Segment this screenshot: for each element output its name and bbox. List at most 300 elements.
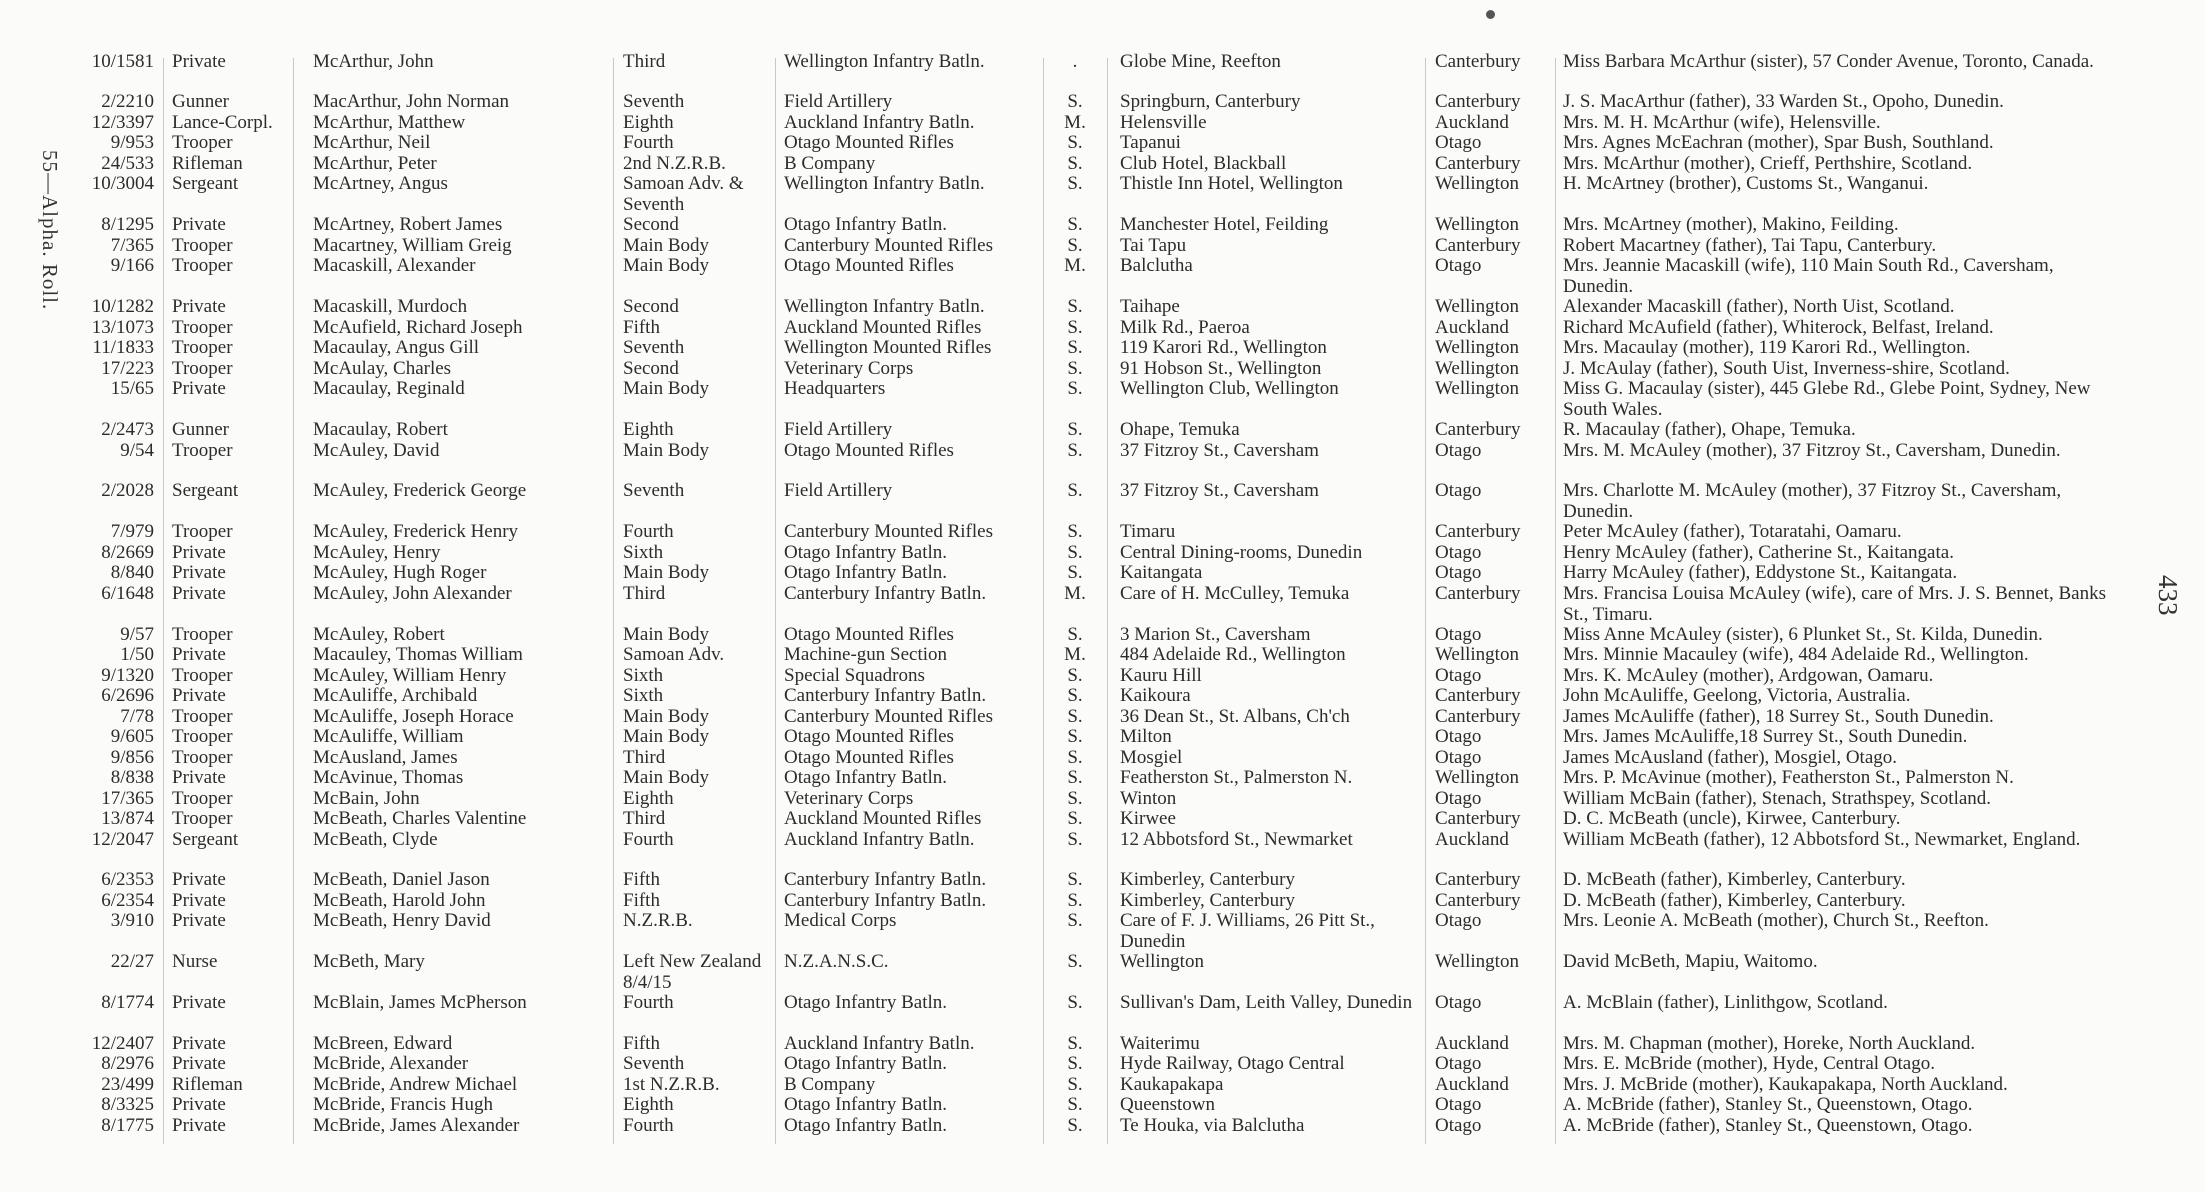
cell-regimental-number: 13/874 [101, 808, 154, 829]
cell-name: McBreen, Edward [313, 1034, 453, 1054]
cell-name: McAuley, John Alexander [313, 584, 512, 604]
cell-name: McBride, Alexander [313, 1054, 469, 1074]
cell-name: McAuliffe, William [313, 727, 464, 747]
cell-rank: Trooper [172, 727, 233, 747]
cell-next-of-kin: D. C. McBeath (uncle), Kirwee, Canterbury. [1563, 808, 1901, 829]
cell-rank: Private [172, 1054, 226, 1074]
cell-last-address: Milton [1120, 726, 1172, 747]
cell-rank: Private [172, 379, 226, 399]
cell-corps: Otago Infantry Batln. [784, 215, 948, 235]
cell-unit: Fourth [623, 132, 674, 153]
cell-district: Otago [1435, 748, 1482, 768]
cell-corps: Special Squadrons [784, 666, 925, 686]
cell-name: Macaulay, Robert [313, 420, 448, 440]
cell-unit: Third [623, 583, 666, 604]
cell-next-of-kin: Mrs. Macaulay (mother), 119 Karori Rd., Wellington. [1563, 337, 1971, 358]
cell-last-address: Globe Mine, Reefton [1120, 51, 1281, 72]
cell-name: McArthur, Neil [313, 133, 431, 153]
cell-next-of-kin: Mrs. Minnie Macauley (wife), 484 Adelaide Rd., Wellington. [1563, 644, 2029, 665]
cell-regimental-number: 13/1073 [91, 317, 154, 338]
cell-rank: Gunner [172, 92, 229, 112]
cell-last-address: Kaitangata [1120, 562, 1203, 583]
cell-corps: Headquarters [784, 379, 886, 399]
cell-regimental-number: 8/1775 [101, 1115, 154, 1136]
cell-rank: Trooper [172, 318, 233, 338]
cell-corps: Otago Infantry Batln. [784, 1054, 948, 1074]
cell-marital-status: S. [1067, 542, 1083, 563]
cell-unit: Third [623, 747, 666, 768]
cell-last-address: Waiterimu [1120, 1033, 1200, 1054]
cell-last-address: Queenstown [1120, 1094, 1215, 1115]
cell-rank: Private [172, 543, 226, 563]
cell-rank: Private [172, 768, 226, 788]
cell-district: Canterbury [1435, 809, 1521, 829]
cell-corps: Otago Mounted Rifles [784, 441, 954, 461]
cell-district: Canterbury [1435, 522, 1521, 542]
cell-last-address: Kauru Hill [1120, 665, 1202, 686]
cell-district: Canterbury [1435, 420, 1521, 440]
cell-district: Canterbury [1435, 52, 1521, 72]
cell-district: Auckland [1435, 830, 1509, 850]
cell-corps: Otago Infantry Batln. [784, 993, 948, 1013]
cell-rank: Private [172, 870, 226, 890]
cell-next-of-kin: James McAusland (father), Mosgiel, Otago. [1563, 747, 1898, 768]
cell-regimental-number: 22/27 [110, 951, 154, 972]
cell-rank: Trooper [172, 441, 233, 461]
cell-marital-status: S. [1067, 767, 1083, 788]
cell-corps: N.Z.A.N.S.C. [784, 952, 889, 972]
cell-rank: Private [172, 645, 226, 665]
cell-marital-status: S. [1067, 1033, 1083, 1054]
cell-next-of-kin: Mrs. Francisa Louisa McAuley (wife), care of Mrs. J. S. Bennet, Banks St., Timaru. [1563, 583, 2106, 625]
cell-next-of-kin: Henry McAuley (father), Catherine St., Kaitangata. [1563, 542, 1954, 563]
cell-regimental-number: 7/365 [110, 235, 154, 256]
cell-name: McBride, Francis Hugh [313, 1095, 493, 1115]
cell-district: Otago [1435, 727, 1482, 747]
cell-marital-status: M. [1064, 112, 1086, 133]
cell-rank: Rifleman [172, 154, 243, 174]
cell-regimental-number: 17/223 [101, 358, 154, 379]
cell-last-address: Te Houka, via Balclutha [1120, 1115, 1305, 1136]
cell-corps: B Company [784, 154, 876, 174]
cell-regimental-number: 2/2210 [101, 91, 154, 112]
cell-marital-status: S. [1067, 440, 1083, 461]
cell-rank: Private [172, 584, 226, 604]
cell-rank: Trooper [172, 748, 233, 768]
ink-dot [1486, 10, 1495, 19]
cell-corps: Wellington Infantry Batln. [784, 52, 985, 72]
cell-rank: Private [172, 891, 226, 911]
cell-district: Wellington [1435, 174, 1519, 194]
cell-unit: Fifth [623, 1033, 660, 1054]
cell-name: McBride, Andrew Michael [313, 1075, 518, 1095]
cell-district: Canterbury [1435, 92, 1521, 112]
cell-marital-status: S. [1067, 235, 1083, 256]
cell-name: McAuley, Hugh Roger [313, 563, 487, 583]
cell-last-address: Milk Rd., Paeroa [1120, 317, 1250, 338]
cell-name: McBain, John [313, 789, 420, 809]
column-divider [1555, 58, 1556, 1144]
cell-name: McBeath, Henry David [313, 911, 491, 931]
cell-corps: Otago Mounted Rifles [784, 133, 954, 153]
cell-next-of-kin: H. McArtney (brother), Customs St., Wanganui. [1563, 173, 1929, 194]
cell-last-address: Central Dining-rooms, Dunedin [1120, 542, 1363, 563]
cell-regimental-number: 12/3397 [91, 112, 154, 133]
cell-unit: Sixth [623, 542, 664, 563]
cell-unit: Fifth [623, 317, 660, 338]
cell-marital-status: S. [1067, 910, 1083, 931]
cell-district: Otago [1435, 481, 1482, 501]
cell-rank: Private [172, 1095, 226, 1115]
cell-corps: Auckland Infantry Batln. [784, 113, 975, 133]
cell-last-address: Sullivan's Dam, Leith Valley, Dunedin [1120, 992, 1413, 1013]
cell-rank: Sergeant [172, 481, 239, 501]
cell-unit: Main Body [623, 624, 710, 645]
cell-name: McArtney, Robert James [313, 215, 503, 235]
cell-corps: Canterbury Mounted Rifles [784, 707, 993, 727]
cell-name: McBeath, Clyde [313, 830, 438, 850]
cell-last-address: Care of H. McCulley, Temuka [1120, 583, 1350, 604]
cell-marital-status: S. [1067, 91, 1083, 112]
cell-last-address: 3 Marion St., Caversham [1120, 624, 1311, 645]
cell-rank: Trooper [172, 133, 233, 153]
cell-next-of-kin: Mrs. Leonie A. McBeath (mother), Church St., Reefton. [1563, 910, 1989, 931]
cell-name: McAufield, Richard Joseph [313, 318, 523, 338]
cell-last-address: Manchester Hotel, Feilding [1120, 214, 1329, 235]
cell-unit: Sixth [623, 685, 664, 706]
cell-unit: Main Body [623, 767, 710, 788]
cell-unit: Samoan Adv. [623, 644, 725, 665]
cell-rank: Trooper [172, 707, 233, 727]
cell-corps: Field Artillery [784, 92, 893, 112]
cell-name: McArthur, John [313, 52, 434, 72]
cell-marital-status: S. [1067, 706, 1083, 727]
cell-regimental-number: 17/365 [101, 788, 154, 809]
cell-rank: Trooper [172, 789, 233, 809]
cell-district: Wellington [1435, 952, 1519, 972]
cell-unit: Main Body [623, 562, 710, 583]
cell-marital-status: S. [1067, 992, 1083, 1013]
cell-name: Macaskill, Murdoch [313, 297, 468, 317]
cell-last-address: Wellington [1120, 951, 1204, 972]
column-divider [1043, 58, 1044, 1144]
side-label: 55—Alpha. Roll. [38, 150, 62, 311]
cell-name: McAuley, Robert [313, 625, 445, 645]
cell-corps: Wellington Infantry Batln. [784, 297, 985, 317]
cell-last-address: Springburn, Canterbury [1120, 91, 1301, 112]
cell-regimental-number: 3/910 [110, 910, 154, 931]
cell-corps: Field Artillery [784, 420, 893, 440]
cell-district: Auckland [1435, 113, 1509, 133]
cell-rank: Private [172, 1116, 226, 1136]
cell-next-of-kin: William McBeath (father), 12 Abbotsford St., Newmarket, England. [1563, 829, 2081, 850]
cell-corps: Otago Mounted Rifles [784, 625, 954, 645]
cell-rank: Private [172, 563, 226, 583]
cell-unit: Fourth [623, 829, 674, 850]
cell-last-address: Thistle Inn Hotel, Wellington [1120, 173, 1343, 194]
cell-name: McAusland, James [313, 748, 458, 768]
cell-district: Otago [1435, 789, 1482, 809]
cell-marital-status: S. [1067, 726, 1083, 747]
cell-district: Otago [1435, 543, 1482, 563]
cell-regimental-number: 11/1833 [92, 337, 154, 358]
cell-next-of-kin: D. McBeath (father), Kimberley, Canterbury. [1563, 890, 1906, 911]
cell-district: Otago [1435, 133, 1482, 153]
cell-corps: Canterbury Mounted Rifles [784, 522, 993, 542]
cell-next-of-kin: Mrs. E. McBride (mother), Hyde, Central Otago. [1563, 1053, 1935, 1074]
cell-marital-status: S. [1067, 829, 1083, 850]
cell-last-address: 37 Fitzroy St., Caversham [1120, 480, 1319, 501]
cell-marital-status: M. [1064, 644, 1086, 665]
cell-last-address: 484 Adelaide Rd., Wellington [1120, 644, 1346, 665]
cell-rank: Private [172, 1034, 226, 1054]
cell-marital-status: S. [1067, 132, 1083, 153]
cell-regimental-number: 2/2473 [101, 419, 154, 440]
cell-regimental-number: 6/2354 [101, 890, 154, 911]
cell-last-address: 91 Hobson St., Wellington [1120, 358, 1322, 379]
cell-rank: Trooper [172, 359, 233, 379]
cell-regimental-number: 12/2047 [91, 829, 154, 850]
cell-next-of-kin: Mrs. M. H. McArthur (wife), Helensville. [1563, 112, 1881, 133]
cell-last-address: Kimberley, Canterbury [1120, 869, 1295, 890]
cell-unit: Main Body [623, 726, 710, 747]
cell-district: Wellington [1435, 359, 1519, 379]
cell-unit: Seventh [623, 337, 685, 358]
cell-marital-status: S. [1067, 562, 1083, 583]
cell-rank: Gunner [172, 420, 229, 440]
cell-regimental-number: 9/605 [110, 726, 154, 747]
cell-last-address: Kaikoura [1120, 685, 1191, 706]
cell-last-address: Taihape [1120, 296, 1180, 317]
cell-name: Macauley, Thomas William [313, 645, 523, 665]
cell-rank: Trooper [172, 522, 233, 542]
cell-marital-status: S. [1067, 521, 1083, 542]
cell-marital-status: S. [1067, 296, 1083, 317]
cell-regimental-number: 8/840 [110, 562, 154, 583]
cell-district: Otago [1435, 993, 1482, 1013]
cell-regimental-number: 10/1581 [91, 51, 154, 72]
cell-name: McAuliffe, Archibald [313, 686, 478, 706]
cell-next-of-kin: J. McAulay (father), South Uist, Inverness-shire, Scotland. [1563, 358, 2010, 379]
cell-unit: Samoan Adv. & Seventh [623, 173, 744, 215]
cell-corps: Otago Mounted Rifles [784, 256, 954, 276]
cell-regimental-number: 8/1295 [101, 214, 154, 235]
cell-regimental-number: 9/57 [120, 624, 154, 645]
cell-rank: Lance-Corpl. [172, 113, 273, 133]
cell-regimental-number: 10/3004 [91, 173, 154, 194]
cell-district: Otago [1435, 256, 1482, 276]
cell-name: McBeth, Mary [313, 952, 425, 972]
cell-regimental-number: 8/838 [110, 767, 154, 788]
cell-last-address: Club Hotel, Blackball [1120, 153, 1287, 174]
cell-name: MacArthur, John Norman [313, 92, 510, 112]
cell-unit: Eighth [623, 788, 674, 809]
cell-corps: Auckland Infantry Batln. [784, 830, 975, 850]
cell-district: Canterbury [1435, 686, 1521, 706]
cell-marital-status: S. [1067, 685, 1083, 706]
cell-corps: Canterbury Infantry Batln. [784, 686, 987, 706]
cell-next-of-kin: Robert Macartney (father), Tai Tapu, Canterbury. [1563, 235, 1937, 256]
cell-unit: Second [623, 358, 679, 379]
cell-district: Otago [1435, 1116, 1482, 1136]
cell-regimental-number: 23/499 [101, 1074, 154, 1095]
cell-last-address: Wellington Club, Wellington [1120, 378, 1339, 399]
cell-marital-status: S. [1067, 173, 1083, 194]
cell-regimental-number: 9/54 [120, 440, 154, 461]
cell-name: Macartney, William Greig [313, 236, 512, 256]
cell-last-address: 36 Dean St., St. Albans, Ch'ch [1120, 706, 1350, 727]
cell-district: Otago [1435, 625, 1482, 645]
cell-name: McAuley, William Henry [313, 666, 507, 686]
cell-name: McArthur, Matthew [313, 113, 466, 133]
cell-next-of-kin: Richard McAufield (father), Whiterock, Belfast, Ireland. [1563, 317, 1994, 338]
cell-unit: Seventh [623, 91, 685, 112]
cell-corps: Canterbury Infantry Batln. [784, 584, 987, 604]
cell-unit: Main Body [623, 378, 710, 399]
cell-district: Wellington [1435, 215, 1519, 235]
cell-rank: Nurse [172, 952, 218, 972]
cell-marital-status: S. [1067, 1074, 1083, 1095]
cell-district: Canterbury [1435, 154, 1521, 174]
cell-next-of-kin: Mrs. McArthur (mother), Crieff, Perthshire, Scotland. [1563, 153, 1973, 174]
cell-regimental-number: 8/1774 [101, 992, 154, 1013]
page-number: 433 [2153, 575, 2183, 616]
cell-name: McAuley, Frederick Henry [313, 522, 519, 542]
cell-rank: Sergeant [172, 830, 239, 850]
cell-regimental-number: 12/2407 [91, 1033, 154, 1054]
cell-district: Otago [1435, 563, 1482, 583]
cell-last-address: Kimberley, Canterbury [1120, 890, 1295, 911]
cell-corps: Auckland Mounted Rifles [784, 318, 982, 338]
cell-next-of-kin: D. McBeath (father), Kimberley, Canterbury. [1563, 869, 1906, 890]
cell-marital-status: S. [1067, 1053, 1083, 1074]
cell-regimental-number: 7/979 [110, 521, 154, 542]
cell-corps: Canterbury Infantry Batln. [784, 870, 987, 890]
cell-unit: Fourth [623, 992, 674, 1013]
cell-name: McArtney, Angus [313, 174, 448, 194]
cell-regimental-number: 1/50 [120, 644, 154, 665]
cell-district: Canterbury [1435, 584, 1521, 604]
cell-district: Canterbury [1435, 707, 1521, 727]
column-divider [775, 58, 776, 1144]
cell-rank: Trooper [172, 809, 233, 829]
cell-unit: Fourth [623, 521, 674, 542]
cell-next-of-kin: Miss G. Macaulay (sister), 445 Glebe Rd., Glebe Point, Sydney, New South Wales. [1563, 378, 2091, 420]
cell-next-of-kin: Mrs. M. McAuley (mother), 37 Fitzroy St., Caversham, Dunedin. [1563, 440, 2061, 461]
cell-last-address: Mosgiel [1120, 747, 1183, 768]
cell-corps: Otago Infantry Batln. [784, 1095, 948, 1115]
cell-corps: Veterinary Corps [784, 359, 914, 379]
cell-rank: Trooper [172, 236, 233, 256]
cell-unit: Seventh [623, 1053, 685, 1074]
cell-regimental-number: 9/953 [110, 132, 154, 153]
cell-next-of-kin: Mrs. Jeannie Macaskill (wife), 110 Main South Rd., Caversham, Dunedin. [1563, 255, 2054, 297]
cell-marital-status: S. [1067, 153, 1083, 174]
cell-corps: B Company [784, 1075, 876, 1095]
cell-regimental-number: 8/2976 [101, 1053, 154, 1074]
cell-unit: Fourth [623, 1115, 674, 1136]
cell-district: Otago [1435, 1054, 1482, 1074]
cell-last-address: Balclutha [1120, 255, 1193, 276]
cell-next-of-kin: John McAuliffe, Geelong, Victoria, Australia. [1563, 685, 1911, 706]
cell-last-address: Hyde Railway, Otago Central [1120, 1053, 1345, 1074]
cell-marital-status: M. [1064, 255, 1086, 276]
cell-marital-status: S. [1067, 358, 1083, 379]
cell-regimental-number: 10/1282 [91, 296, 154, 317]
column-divider [1425, 58, 1426, 1144]
cell-name: Macaulay, Reginald [313, 379, 465, 399]
cell-rank: Sergeant [172, 174, 239, 194]
cell-rank: Private [172, 993, 226, 1013]
cell-unit: Eighth [623, 1094, 674, 1115]
cell-corps: Otago Infantry Batln. [784, 768, 948, 788]
cell-unit: Main Body [623, 255, 710, 276]
cell-next-of-kin: Mrs. P. McAvinue (mother), Featherston St., Palmerston N. [1563, 767, 2014, 788]
cell-name: McAuley, David [313, 441, 440, 461]
cell-next-of-kin: A. McBlain (father), Linlithgow, Scotland. [1563, 992, 1888, 1013]
cell-marital-status: S. [1067, 419, 1083, 440]
cell-corps: Auckland Infantry Batln. [784, 1034, 975, 1054]
cell-name: McBeath, Harold John [313, 891, 486, 911]
cell-unit: 2nd N.Z.R.B. [623, 153, 726, 174]
cell-district: Auckland [1435, 1034, 1509, 1054]
cell-name: McAuliffe, Joseph Horace [313, 707, 514, 727]
cell-marital-status: S. [1067, 890, 1083, 911]
cell-corps: Veterinary Corps [784, 789, 914, 809]
cell-rank: Trooper [172, 666, 233, 686]
cell-next-of-kin: A. McBride (father), Stanley St., Queenstown, Otago. [1563, 1115, 1973, 1136]
cell-corps: Otago Infantry Batln. [784, 1116, 948, 1136]
cell-marital-status: S. [1067, 869, 1083, 890]
cell-next-of-kin: R. Macaulay (father), Ohape, Temuka. [1563, 419, 1856, 440]
cell-regimental-number: 24/533 [101, 153, 154, 174]
cell-unit: Left New Zealand 8/4/15 [623, 951, 762, 993]
cell-name: McAvinue, Thomas [313, 768, 464, 788]
cell-marital-status: S. [1067, 337, 1083, 358]
cell-district: Canterbury [1435, 236, 1521, 256]
cell-marital-status: . [1072, 51, 1078, 72]
cell-unit: Sixth [623, 665, 664, 686]
cell-corps: Machine-gun Section [784, 645, 948, 665]
cell-name: McAuley, Frederick George [313, 481, 527, 501]
cell-unit: Main Body [623, 706, 710, 727]
column-divider [163, 58, 164, 1144]
cell-next-of-kin: J. S. MacArthur (father), 33 Warden St., Opoho, Dunedin. [1563, 91, 2004, 112]
cell-next-of-kin: Mrs. McArtney (mother), Makino, Feilding. [1563, 214, 1899, 235]
cell-regimental-number: 6/2696 [101, 685, 154, 706]
cell-unit: Eighth [623, 112, 674, 133]
cell-regimental-number: 9/166 [110, 255, 154, 276]
cell-unit: Second [623, 214, 679, 235]
cell-name: McBride, James Alexander [313, 1116, 520, 1136]
cell-unit: Second [623, 296, 679, 317]
cell-rank: Private [172, 686, 226, 706]
cell-corps: Otago Infantry Batln. [784, 563, 948, 583]
cell-district: Auckland [1435, 318, 1509, 338]
cell-rank: Trooper [172, 256, 233, 276]
cell-unit: Fifth [623, 869, 660, 890]
cell-name: McAulay, Charles [313, 359, 452, 379]
column-divider [1107, 58, 1108, 1144]
cell-name: McBeath, Charles Valentine [313, 809, 527, 829]
cell-marital-status: S. [1067, 788, 1083, 809]
cell-rank: Rifleman [172, 1075, 243, 1095]
cell-last-address: 12 Abbotsford St., Newmarket [1120, 829, 1353, 850]
cell-regimental-number: 2/2028 [101, 480, 154, 501]
cell-rank: Private [172, 52, 226, 72]
cell-regimental-number: 6/2353 [101, 869, 154, 890]
cell-marital-status: S. [1067, 624, 1083, 645]
